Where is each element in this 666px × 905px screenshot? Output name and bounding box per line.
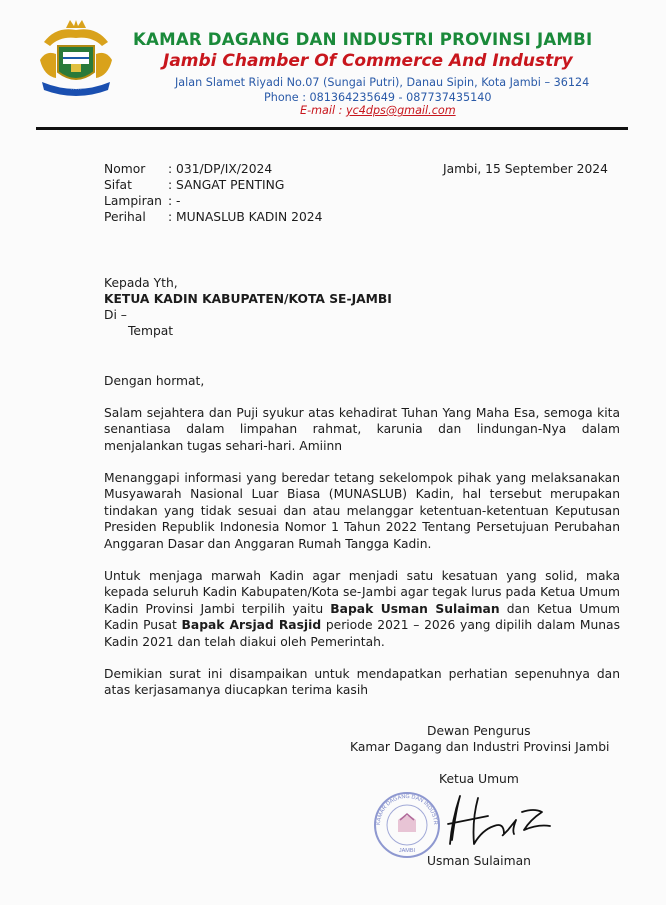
recipient-di: Di – [104,308,127,322]
p3-name-arsjad: Bapak Arsjad Rasjid [181,618,322,633]
paragraph-2: Menanggapi informasi yang beredar tetang sekelompok pihak yang melaksanakan Musyawarah Nasional Luar Biasa (MUNASLUB) Kadin, hal tersebut merupakan tindakan yang tidak sesuai dan atau melanggar ketentuan-ketentuan Keputusan Presiden Republik Indonesia Nomor 1 Tahun 2022 Tentang Persetujuan Perubahan Anggaran Dasar dan Anggaran Rumah Tangga Kadin. [104,471,620,551]
org-name-english: Jambi Chamber Of Commerce And Industry [163,51,573,71]
email-label: E-mail : [300,104,346,117]
signature-org: Kamar Dagang dan Industri Provinsi Jambi [350,740,610,754]
perihal-value: : MUNASLUB KADIN 2024 [168,210,323,224]
p3-text-a: Untuk menjaga marwah Kadin agar menjadi satu kesatuan yang solid, maka kepada seluruh Kadin Kabupaten/Kota se-Jambi agar tegak lurus pada Ketua Umum Kadin Provinsi Jambi terpilih yaitu [104,569,620,616]
perihal-label: Perihal [104,210,146,224]
greeting: Dengan hormat, [104,374,205,388]
org-email-line [300,104,456,117]
p3-text-e: periode 2021 – 2026 yang dipilih dalam Munas Kadin 2021 dan telah diakui oleh Pemerintah. [104,618,620,649]
email-link[interactable]: yc4dps@gmail.com [345,104,456,117]
lampiran-value: : - [168,194,181,208]
kepada-yth: Kepada Yth, [104,276,178,290]
crest-logo [36,20,116,102]
recipient-name: KETUA KADIN KABUPATEN/KOTA SE-JAMBI [104,292,392,306]
sifat-label: Sifat [104,178,132,192]
signature-board: Dewan Pengurus [427,724,531,738]
svg-text:· · · · ·: · · · · · [70,87,82,92]
handwritten-signature [438,790,558,850]
recipient-tempat: Tempat [128,324,174,338]
p3-text-c: dan Ketua Umum Kadin Pusat [104,601,621,633]
paragraph-4: Demikian surat ini disampaikan untuk mendapatkan perhatian sepenuhnya dan atas kerjasamanya diucapkan terima kasih [104,667,620,698]
sifat-value: : SANGAT PENTING [168,178,285,192]
nomor-value: : 031/DP/IX/2024 [168,162,273,176]
signatory-name: Usman Sulaiman [427,854,531,868]
header-divider [36,127,628,130]
org-address: Jalan Slamet Riyadi No.07 (Sungai Putri), Danau Sipin, Kota Jambi – 36124 [175,76,590,89]
svg-text:KAMAR DAGANG DAN INDUSTRI: KAMAR DAGANG DAN INDUSTR [375,793,439,826]
official-stamp [372,790,442,860]
org-phone: Phone : 081364235649 - 087737435140 [264,91,492,104]
p3-name-usman: Bapak Usman Sulaiman [330,601,500,616]
org-name: KAMAR DAGANG DAN INDUSTRI PROVINSI JAMBI [133,30,593,49]
paragraph-3 [104,568,620,650]
place-date: Jambi, 15 September 2024 [443,162,608,176]
lampiran-label: Lampiran [104,194,162,208]
nomor-label: Nomor [104,162,146,176]
svg-text:JAMBI: JAMBI [398,848,416,854]
signature-title: Ketua Umum [439,772,519,786]
paragraph-1: Salam sejahtera dan Puji syukur atas kehadirat Tuhan Yang Maha Esa, semoga kita senantiasa dalam limpahan rahmat, karunia dan lindungan-Nya dalam menjalankan tugas sehari-hari. Amiinn [104,406,620,453]
